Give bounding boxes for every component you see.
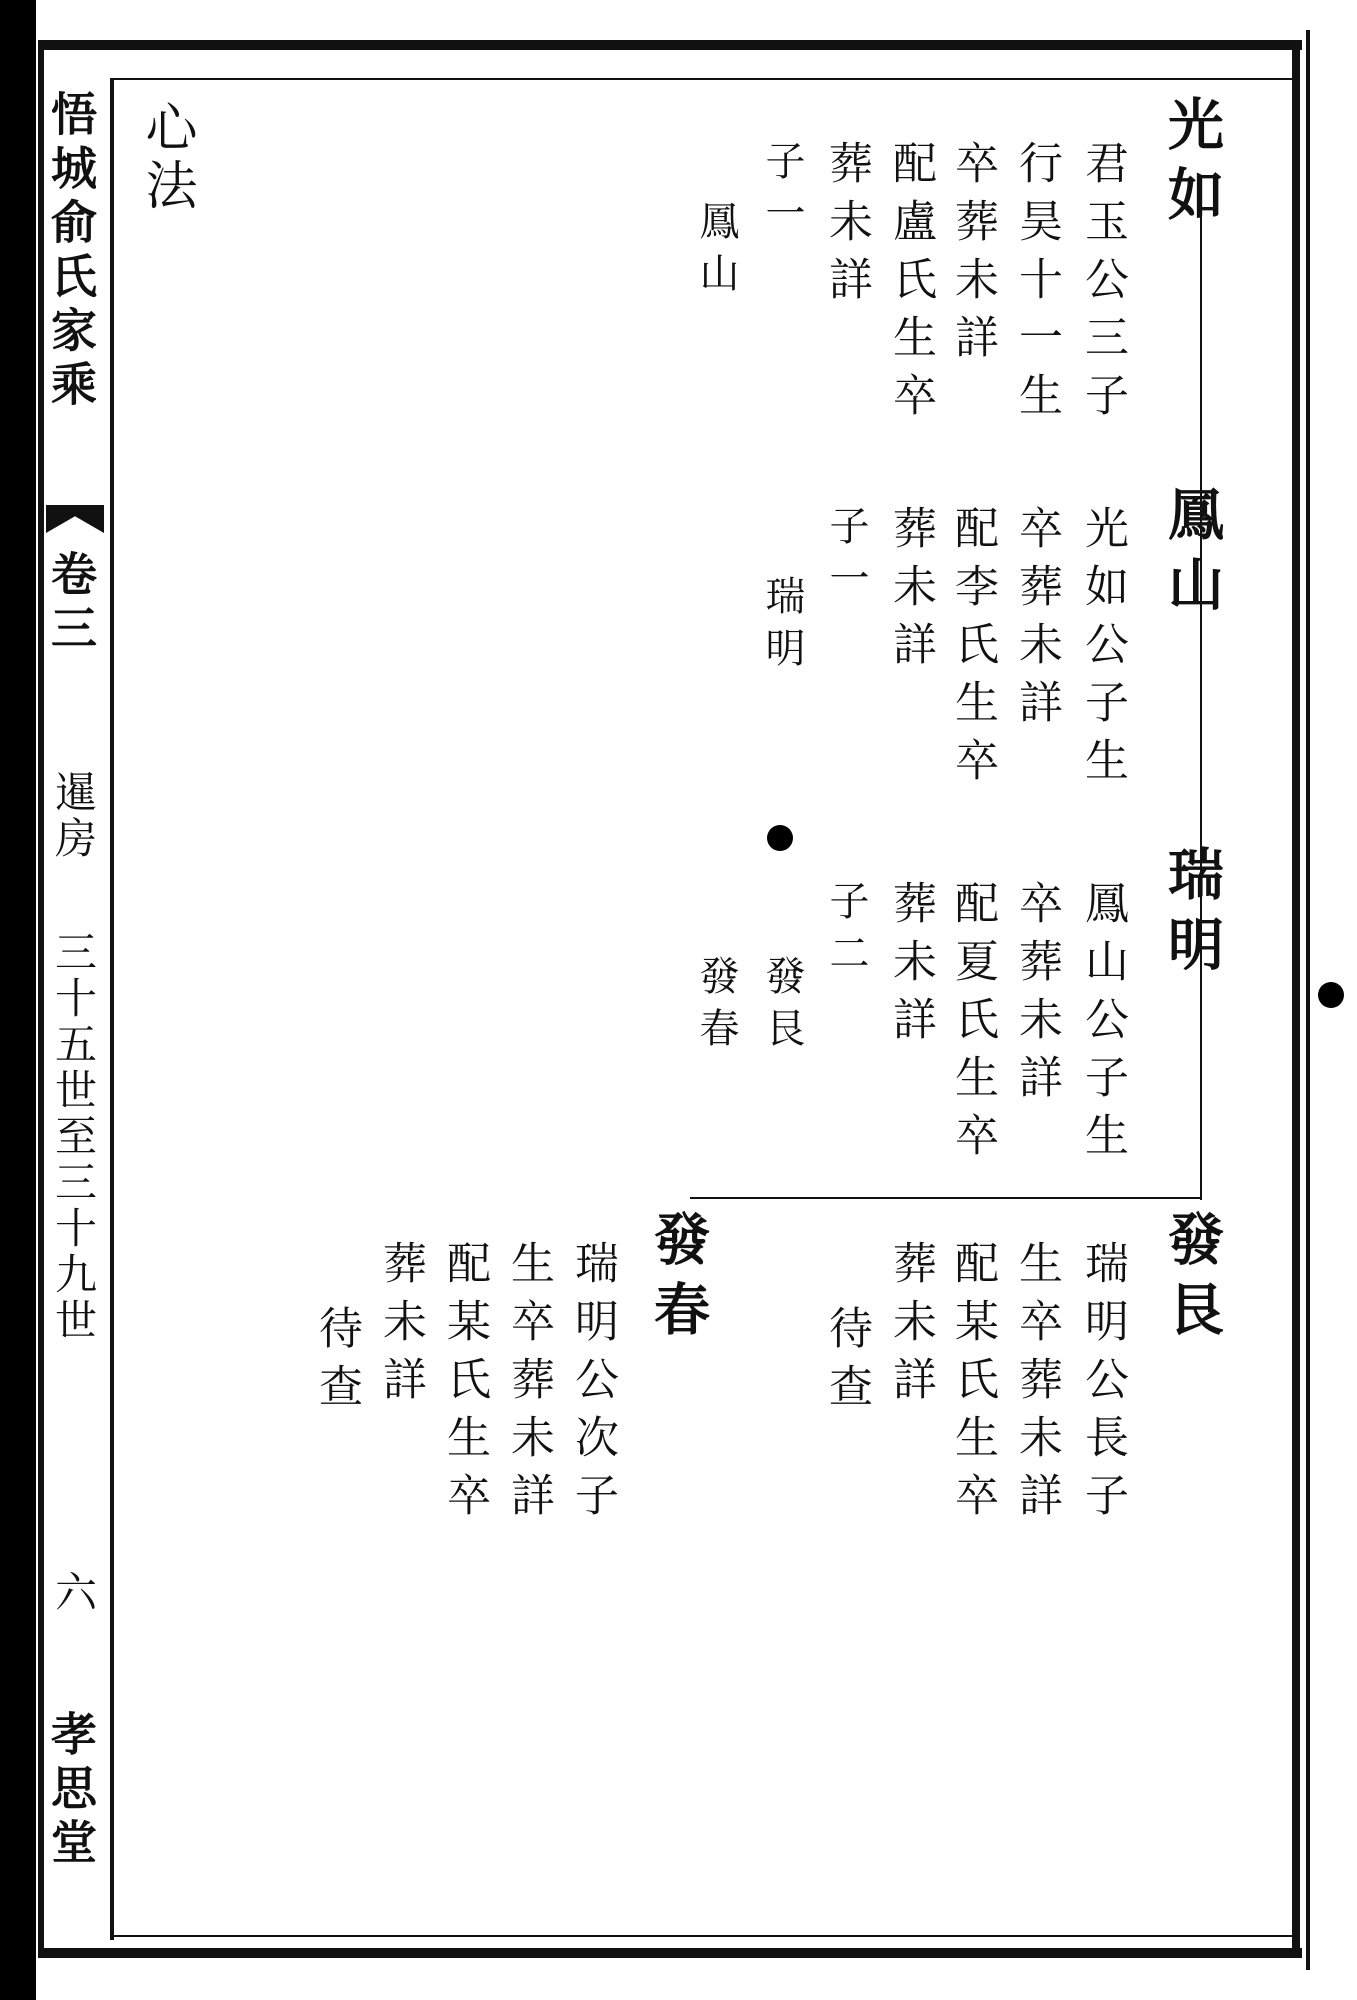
bio-line: 鳳山公子生 (1077, 880, 1128, 1170)
ink-dot (767, 825, 793, 851)
frame-top-rule (40, 40, 1302, 50)
bio-line: 配夏氏生卒 (947, 880, 998, 1170)
bio-line: 葬未詳 (885, 1240, 936, 1414)
person-name-fengshan: 鳳山 (1159, 485, 1225, 625)
child-name: 瑞明 (759, 575, 805, 679)
bio-line: 卒葬未詳 (1011, 880, 1062, 1112)
bio-line: 生卒葬未詳 (1011, 1240, 1062, 1530)
children-label: 子一 (823, 505, 869, 609)
child-name: 發艮 (759, 955, 805, 1059)
lineage-branch-horizontal (690, 1197, 1202, 1199)
spine-book-title: 悟城俞氏家乘 (44, 90, 98, 414)
scan-edge (0, 0, 36, 2000)
ink-dot (1318, 982, 1344, 1008)
frame-bottom-rule (40, 1948, 1302, 1958)
bio-line: 葬未詳 (821, 140, 872, 314)
spine-hall-name: 孝思堂 (44, 1710, 98, 1872)
spine-volume: 卷三 (44, 550, 98, 658)
bio-line: 配盧氏生卒 (885, 140, 936, 430)
bio-line: 葬未詳 (885, 505, 936, 679)
bio-line: 葬未詳 (885, 880, 936, 1054)
page-inner-top-rule (110, 78, 1292, 80)
fish-tail-mark (46, 505, 104, 533)
spine-right-rule (110, 80, 114, 1940)
person-name-fagen: 發艮 (1159, 1210, 1225, 1350)
bio-line: 瑞明公長子 (1077, 1240, 1128, 1530)
person-name-ruiming: 瑞明 (1159, 845, 1225, 985)
bio-line: 待查 (821, 1305, 872, 1421)
frame-right-rule (1292, 40, 1300, 1958)
spine-page-number: 六 (49, 1570, 98, 1612)
bio-line: 卒葬未詳 (1011, 505, 1062, 737)
bio-line: 葬未詳 (375, 1240, 426, 1414)
bio-line: 配某氏生卒 (947, 1240, 998, 1530)
child-name: 鳳山 (693, 200, 739, 304)
bio-line: 君玉公三子 (1077, 140, 1128, 430)
bio-line: 瑞明公次子 (567, 1240, 618, 1530)
page-inner-bottom-rule (110, 1935, 1292, 1937)
bio-line: 光如公子生 (1077, 505, 1128, 795)
spine-generations: 三十五世至三十九世 (49, 930, 98, 1344)
lineage-vertical-line (1200, 210, 1202, 1200)
bio-line: 卒葬未詳 (947, 140, 998, 372)
frame-right-rule-thick (1306, 30, 1310, 1970)
bio-line: 待查 (311, 1305, 362, 1421)
spine-branch: 暹房 (49, 770, 98, 862)
bio-line: 生卒葬未詳 (503, 1240, 554, 1530)
margin-note: 心法 (136, 100, 196, 216)
children-label: 子一 (759, 140, 805, 244)
children-label: 子二 (823, 880, 869, 984)
person-name-guangru: 光如 (1159, 95, 1225, 235)
person-name-fachun: 發春 (645, 1210, 711, 1350)
bio-line: 配李氏生卒 (947, 505, 998, 795)
bio-line: 配某氏生卒 (439, 1240, 490, 1530)
bio-line: 行昊十一生 (1011, 140, 1062, 430)
child-name: 發春 (693, 955, 739, 1059)
